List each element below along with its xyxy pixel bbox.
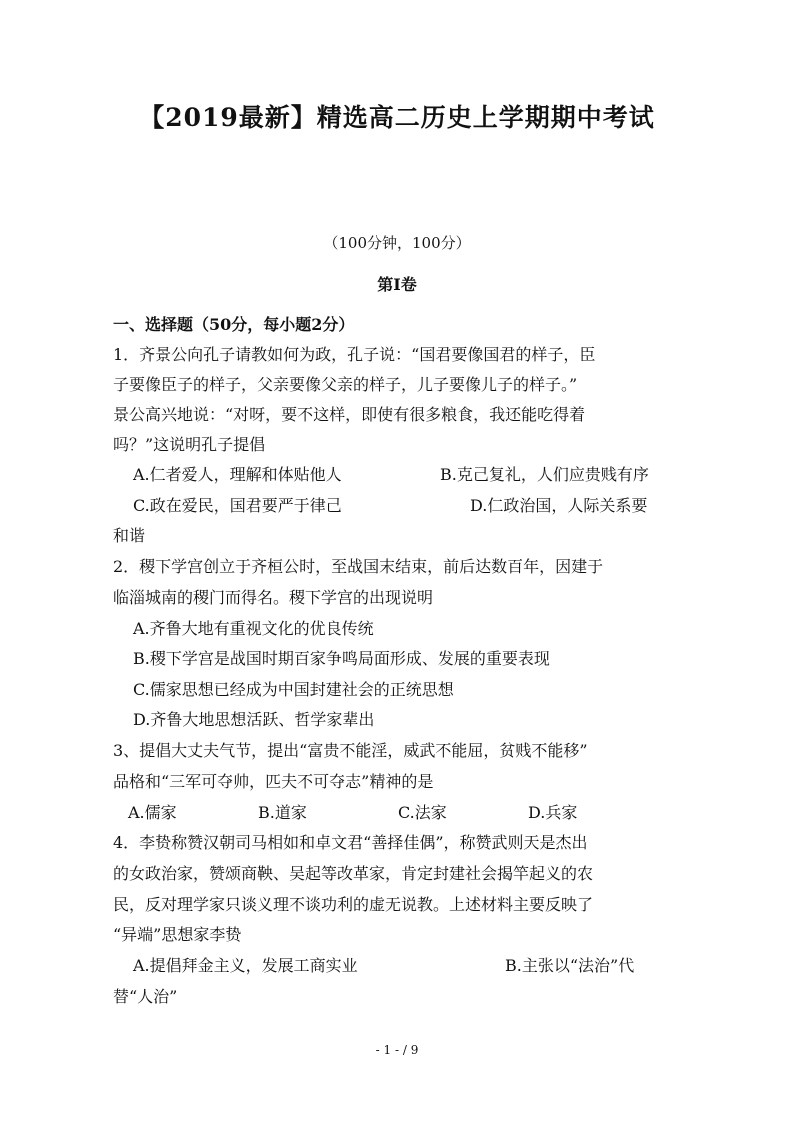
q2-stem-line-2: 临淄城南的稷门而得名。稷下学宫的出现说明 <box>113 588 434 607</box>
q2-option-c: C.儒家思想已经成为中国封建社会的正统思想 <box>133 680 454 699</box>
q4-stem-line-4: “异端”思想家李贽 <box>113 925 242 944</box>
q1-stem-line-3: 景公高兴地说：“对呀，要不这样，即使有很多粮食，我还能吃得着 <box>113 405 586 424</box>
q3-stem-line-2: 品格和“三军可夺帅，匹夫不可夺志”精神的是 <box>113 772 434 791</box>
q2-option-a: A.齐鲁大地有重视文化的优良传统 <box>133 619 374 638</box>
q4-stem-line-1: 4．李贽称赞汉朝司马相如和卓文君“善择佳偶”，称赞武则天是杰出 <box>113 833 588 852</box>
q3-option-a: A.儒家 <box>128 803 177 822</box>
q1-option-c: C.政在爱民，国君要严于律己 <box>133 496 342 515</box>
q2-option-d: D.齐鲁大地思想活跃、哲学家辈出 <box>133 710 375 729</box>
exam-duration-score: （100分钟，100分） <box>323 234 471 252</box>
q1-option-a: A.仁者爱人，理解和体贴他人 <box>133 465 342 484</box>
q1-stem-line-1: 1．齐景公向孔子请教如何为政，孔子说：“国君要像国君的样子，臣 <box>113 345 596 364</box>
q4-stem-line-2: 的女政治家，赞颂商鞅、吴起等改革家，肯定封建社会揭竿起义的农 <box>113 864 594 883</box>
q3-option-d: D.兵家 <box>528 803 578 822</box>
q4-stem-line-3: 民，反对理学家只谈义理不谈功利的虚无说教。上述材料主要反映了 <box>113 895 594 914</box>
q1-stem-line-4: 吗？”这说明孔子提倡 <box>113 435 266 454</box>
q1-option-d: D.仁政治国，人际关系要 <box>470 496 648 515</box>
q2-stem-line-1: 2．稷下学宫创立于齐桓公时，至战国末结束，前后达数百年，因建于 <box>113 557 604 576</box>
q4-option-a: A.提倡拜金主义，发展工商实业 <box>133 956 358 975</box>
q1-stem-line-2: 子要像臣子的样子，父亲要像父亲的样子，儿子要像儿子的样子。” <box>113 375 578 394</box>
page-number: - 1 - / 9 <box>375 1043 419 1057</box>
q3-option-b: B.道家 <box>258 803 307 822</box>
volume-heading: 第I卷 <box>377 275 417 294</box>
document-title: 【2019最新】精选高二历史上学期期中考试 <box>139 103 655 132</box>
section-heading: 一、选择题（50分，每小题2分） <box>113 315 355 334</box>
q3-option-c: C.法家 <box>398 803 447 822</box>
q1-option-b: B.克己复礼，人们应贵贱有序 <box>440 465 649 484</box>
q4-option-b-continued: 替“人治” <box>113 987 178 1006</box>
q4-option-b: B.主张以“法治”代 <box>505 956 635 975</box>
q2-option-b: B.稷下学宫是战国时期百家争鸣局面形成、发展的重要表现 <box>133 649 550 668</box>
q3-stem-line-1: 3、提倡大丈夫气节，提出“富贵不能淫，威武不能屈，贫贱不能移” <box>113 741 588 760</box>
q1-option-d-continued: 和谐 <box>113 526 146 545</box>
